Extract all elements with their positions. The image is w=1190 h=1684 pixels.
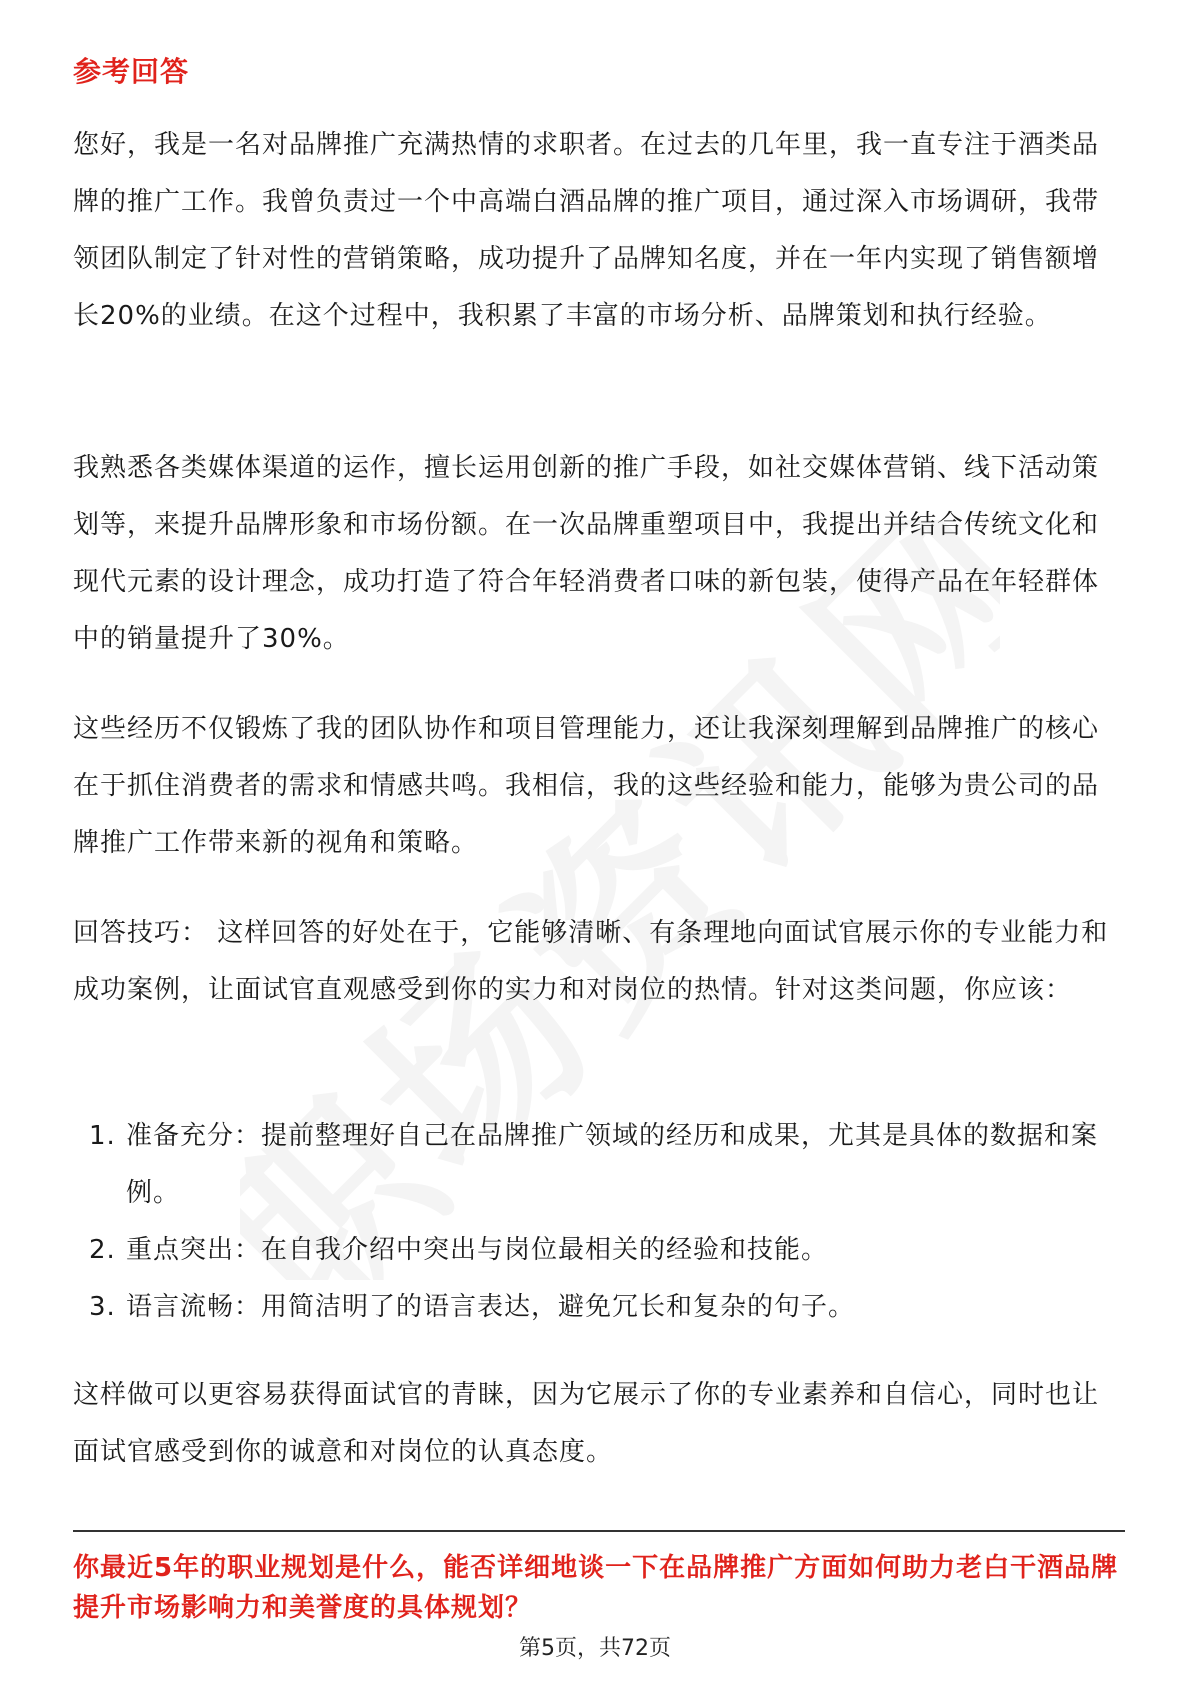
- list-item-number: 1.: [89, 1121, 116, 1151]
- tips-list: [73, 1108, 1125, 1336]
- answer-paragraph-2: 我熟悉各类媒体渠道的运作，擅长运用创新的推广手段，如社交媒体营销、线下活动策划等，来提升品牌形象和市场份额。在一次品牌重塑项目中，我提出并结合传统文化和现代元素的设计理念，成功打造了符合年轻消费者口味的新包装，使得产品在年轻群体中的销量提升了30%。: [73, 453, 1100, 654]
- closing-paragraph: 这样做可以更容易获得面试官的青睐，因为它展示了你的专业素养和自信心，同时也让面试官感受到你的诚意和对岗位的认真态度。: [73, 1380, 1100, 1467]
- list-item-number: 3.: [89, 1292, 116, 1322]
- answer-tips-intro: 回答技巧： 这样回答的好处在于，它能够清晰、有条理地向面试官展示你的专业能力和成功案例，让面试官直观感受到你的实力和对岗位的热情。针对这类问题，你应该：: [73, 918, 1109, 1005]
- next-question: 你最近5年的职业规划是什么，能否详细地谈一下在品牌推广方面如何助力老白干酒品牌提升市场影响力和美誉度的具体规划？: [73, 1553, 1119, 1623]
- list-item-text: 重点突出：在自我介绍中突出与岗位最相关的经验和技能。: [126, 1235, 829, 1265]
- answer-paragraph-3: 这些经历不仅锻炼了我的团队协作和项目管理能力，还让我深刻理解到品牌推广的核心在于抓住消费者的需求和情感共鸣。我相信，我的这些经验和能力，能够为贵公司的品牌推广工作带来新的视角和策略。: [73, 714, 1100, 858]
- page-number: 第5页，共72页: [519, 1636, 671, 1661]
- section-divider: [73, 1530, 1125, 1532]
- list-item-text: 准备充分：提前整理好自己在品牌推广领域的经历和成果，尤其是具体的数据和案例。: [126, 1121, 1099, 1208]
- answer-paragraph-1: 您好，我是一名对品牌推广充满热情的求职者。在过去的几年里，我一直专注于酒类品牌的推广工作。我曾负责过一个中高端白酒品牌的推广项目，通过深入市场调研，我带领团队制定了针对性的营销策略，成功提升了品牌知名度，并在一年内实现了销售额增长20%的业绩。在这个过程中，我积累了丰富的市场分析、品牌策划和执行经验。: [73, 130, 1100, 331]
- list-item: [73, 1279, 1125, 1336]
- list-item: [73, 1222, 1125, 1279]
- list-item-number: 2.: [89, 1235, 116, 1265]
- list-item-text: 语言流畅：用简洁明了的语言表达，避免冗长和复杂的句子。: [126, 1292, 856, 1322]
- section-heading: 参考回答: [73, 55, 190, 88]
- list-item: [73, 1108, 1125, 1222]
